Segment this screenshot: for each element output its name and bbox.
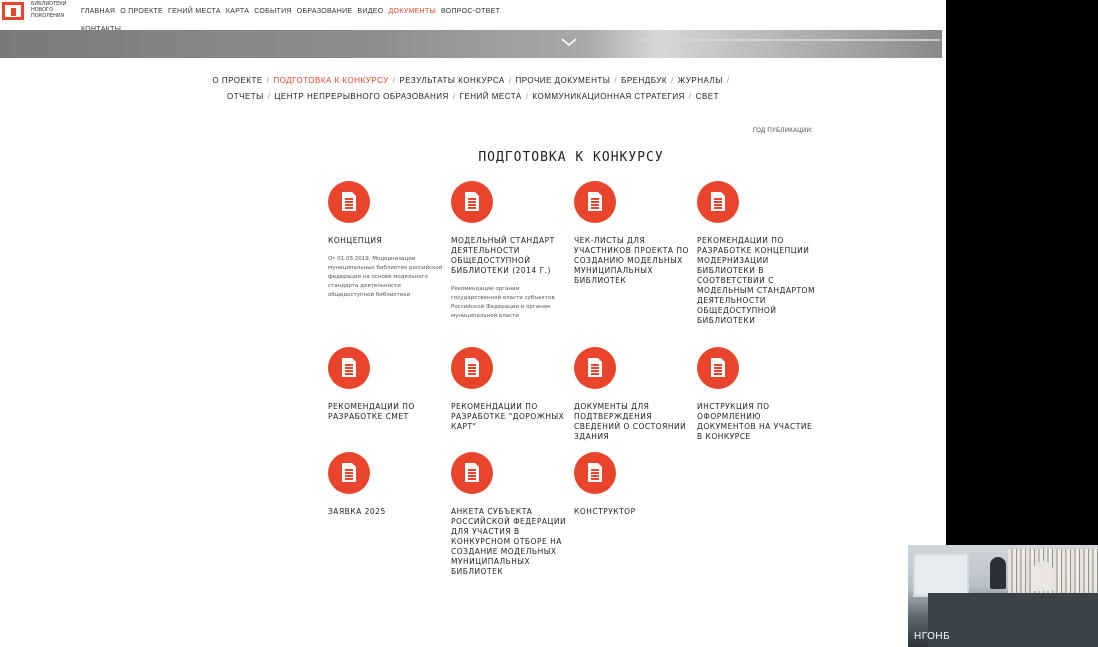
nav-item[interactable]: ГЕНИЙ МЕСТА [168,8,221,15]
document-card[interactable] [697,347,815,442]
nav-separator: / [671,76,674,85]
document-card[interactable] [451,347,569,432]
nav-item[interactable]: ГЛАВНАЯ [81,8,116,15]
document-card[interactable] [697,181,815,326]
page-title: ПОДГОТОВКА К КОНКУРСУ [478,150,664,165]
document-icon-circle[interactable] [451,181,493,223]
document-icon-circle[interactable] [328,347,370,389]
document-icon [711,358,725,377]
year-filter-label[interactable]: ГОД ПУБЛИКАЦИИ: [753,128,814,134]
site-header [0,0,946,30]
nav-separator: / [525,92,529,101]
document-icon-circle[interactable] [451,347,493,389]
nav-item[interactable]: КАРТА [225,8,250,15]
document-icon-circle[interactable] [328,181,370,223]
document-icon-circle[interactable] [451,452,493,494]
section-nav-row-1 [0,76,946,85]
video-participant-name: НГОНБ [914,631,951,642]
participant [990,557,1006,589]
chevron-down-icon[interactable] [560,36,578,48]
document-card[interactable] [328,347,446,422]
document-icon-circle[interactable] [574,347,616,389]
section-nav-item[interactable]: ЖУРНАЛЫ [677,76,723,85]
participant [1033,561,1053,591]
document-card[interactable] [574,181,692,286]
room-window [913,553,969,597]
document-title[interactable]: ЗАЯВКА 2025 [328,507,386,516]
document-title[interactable]: РЕКОМЕНДАЦИИ ПО РАЗРАБОТКЕ "ДОРОЖНЫХ КАРТ" [451,402,565,431]
document-description: Рекомендации органам государственной власти субъектов Российской Федерации и органам муниципальной власти [451,286,555,319]
nav-item[interactable]: ДОКУМЕНТЫ [388,8,436,15]
nav-separator: / [614,76,618,85]
document-title[interactable]: АНКЕТА СУБЪЕКТА РОССИЙСКОЙ ФЕДЕРАЦИИ ДЛЯ УЧАСТИЯ В КОНКУРСНОМ ОТБОРЕ НА СОЗДАНИЕ МОДЕЛЬНЫХ МУНИЦИПАЛЬНЫХ БИБЛИОТЕК [451,507,567,576]
document-icon-circle[interactable] [697,181,739,223]
document-title[interactable]: РЕКОМЕНДАЦИИ ПО РАЗРАБОТКЕ КОНЦЕПЦИИ МОДЕРНИЗАЦИИ БИБЛИОТЕКИ В СООТВЕТСТВИИ С МОДЕЛЬНЫМ СТАНДАРТОМ ДЕЯТЕЛЬНОСТИ ОБЩЕДОСТУПНОЙ БИБЛИОТЕКИ [697,236,815,325]
document-description: От 01.03.2019. Модернизации муниципальных библиотек российской федерации на основе модельного стандарта деятельности общедоступной библиотеки [328,256,443,298]
document-icon [342,192,356,211]
nav-item[interactable]: ВИДЕО [357,8,384,15]
section-nav-item[interactable]: БРЕНДБУК [621,76,668,85]
meeting-table [928,593,1098,647]
section-nav-item[interactable]: ПРОЧИЕ ДОКУМЕНТЫ [515,76,611,85]
hero-banner [0,30,942,58]
video-call-tile[interactable] [908,545,1098,647]
document-title[interactable]: РЕКОМЕНДАЦИИ ПО РАЗРАБОТКЕ СМЕТ [328,402,415,421]
nav-separator: / [392,76,396,85]
nav-separator: / [688,92,692,101]
section-nav-item[interactable]: РЕЗУЛЬТАТЫ КОНКУРСА [399,76,505,85]
book-icon [2,2,24,20]
document-icon [465,192,479,211]
document-icon-circle[interactable] [574,181,616,223]
document-icon [588,358,602,377]
document-icon [711,192,725,211]
document-title[interactable]: ДОКУМЕНТЫ ДЛЯ ПОДТВЕРЖДЕНИЯ СВЕДЕНИЙ О СОСТОЯНИИ ЗДАНИЯ [574,402,687,441]
section-nav-item[interactable]: О ПРОЕКТЕ [212,76,263,85]
nav-separator: / [266,76,270,85]
nav-item[interactable]: ОБРАЗОВАНИЕ [296,8,353,15]
nav-separator: / [726,76,730,85]
section-nav-item[interactable]: КОММУНИКАЦИОННАЯ СТРАТЕГИЯ [532,92,685,101]
section-nav-item[interactable]: ПОДГОТОВКА К КОНКУРСУ [273,76,389,85]
document-card[interactable] [574,452,692,517]
document-title[interactable]: ЧЕК-ЛИСТЫ ДЛЯ УЧАСТНИКОВ ПРОЕКТА ПО СОЗДАНИЮ МОДЕЛЬНЫХ МУНИЦИПАЛЬНЫХ БИБЛИОТЕК [574,236,689,285]
document-icon [342,463,356,482]
document-card[interactable] [451,452,569,577]
document-card[interactable] [328,181,446,300]
document-card[interactable] [574,347,692,442]
document-card[interactable] [451,181,569,321]
document-title[interactable]: КОНЦЕПЦИЯ [328,236,383,245]
nav-separator: / [452,92,456,101]
section-nav-row-2 [0,92,946,101]
document-icon [588,463,602,482]
document-icon [342,358,356,377]
document-title[interactable]: КОНСТРУКТОР [574,507,636,516]
document-icon [465,463,479,482]
document-icon-circle[interactable] [697,347,739,389]
logo-text: БИБЛИОТЕКИ НОВОГО ПОКОЛЕНИЯ [31,1,67,19]
document-icon [465,358,479,377]
document-title[interactable]: ИНСТРУКЦИЯ ПО ОФОРМЛЕНИЮ ДОКУМЕНТОВ НА УЧАСТИЕ В КОНКУРСЕ [697,402,813,441]
document-icon-circle[interactable] [574,452,616,494]
document-title[interactable]: МОДЕЛЬНЫЙ СТАНДАРТ ДЕЯТЕЛЬНОСТИ ОБЩЕДОСТУПНОЙ БИБЛИОТЕКИ (2014 Г.) [451,236,555,275]
document-card[interactable] [328,452,446,517]
nav-item[interactable]: ВОПРОС-ОТВЕТ [440,8,501,15]
banner-decoration [640,39,940,41]
section-nav-item[interactable]: ОТЧЕТЫ [227,92,264,101]
section-nav-item[interactable]: СВЕТ [695,92,719,101]
section-nav-item[interactable]: ЦЕНТР НЕПРЕРЫВНОГО ОБРАЗОВАНИЯ [274,92,449,101]
nav-separator: / [267,92,271,101]
nav-item[interactable]: О ПРОЕКТЕ [120,8,163,15]
site-logo[interactable] [0,0,70,26]
section-nav-item[interactable]: ГЕНИЙ МЕСТА [459,92,522,101]
document-icon [588,192,602,211]
document-icon-circle[interactable] [328,452,370,494]
nav-item[interactable]: СОБЫТИЯ [254,8,292,15]
nav-separator: / [508,76,512,85]
